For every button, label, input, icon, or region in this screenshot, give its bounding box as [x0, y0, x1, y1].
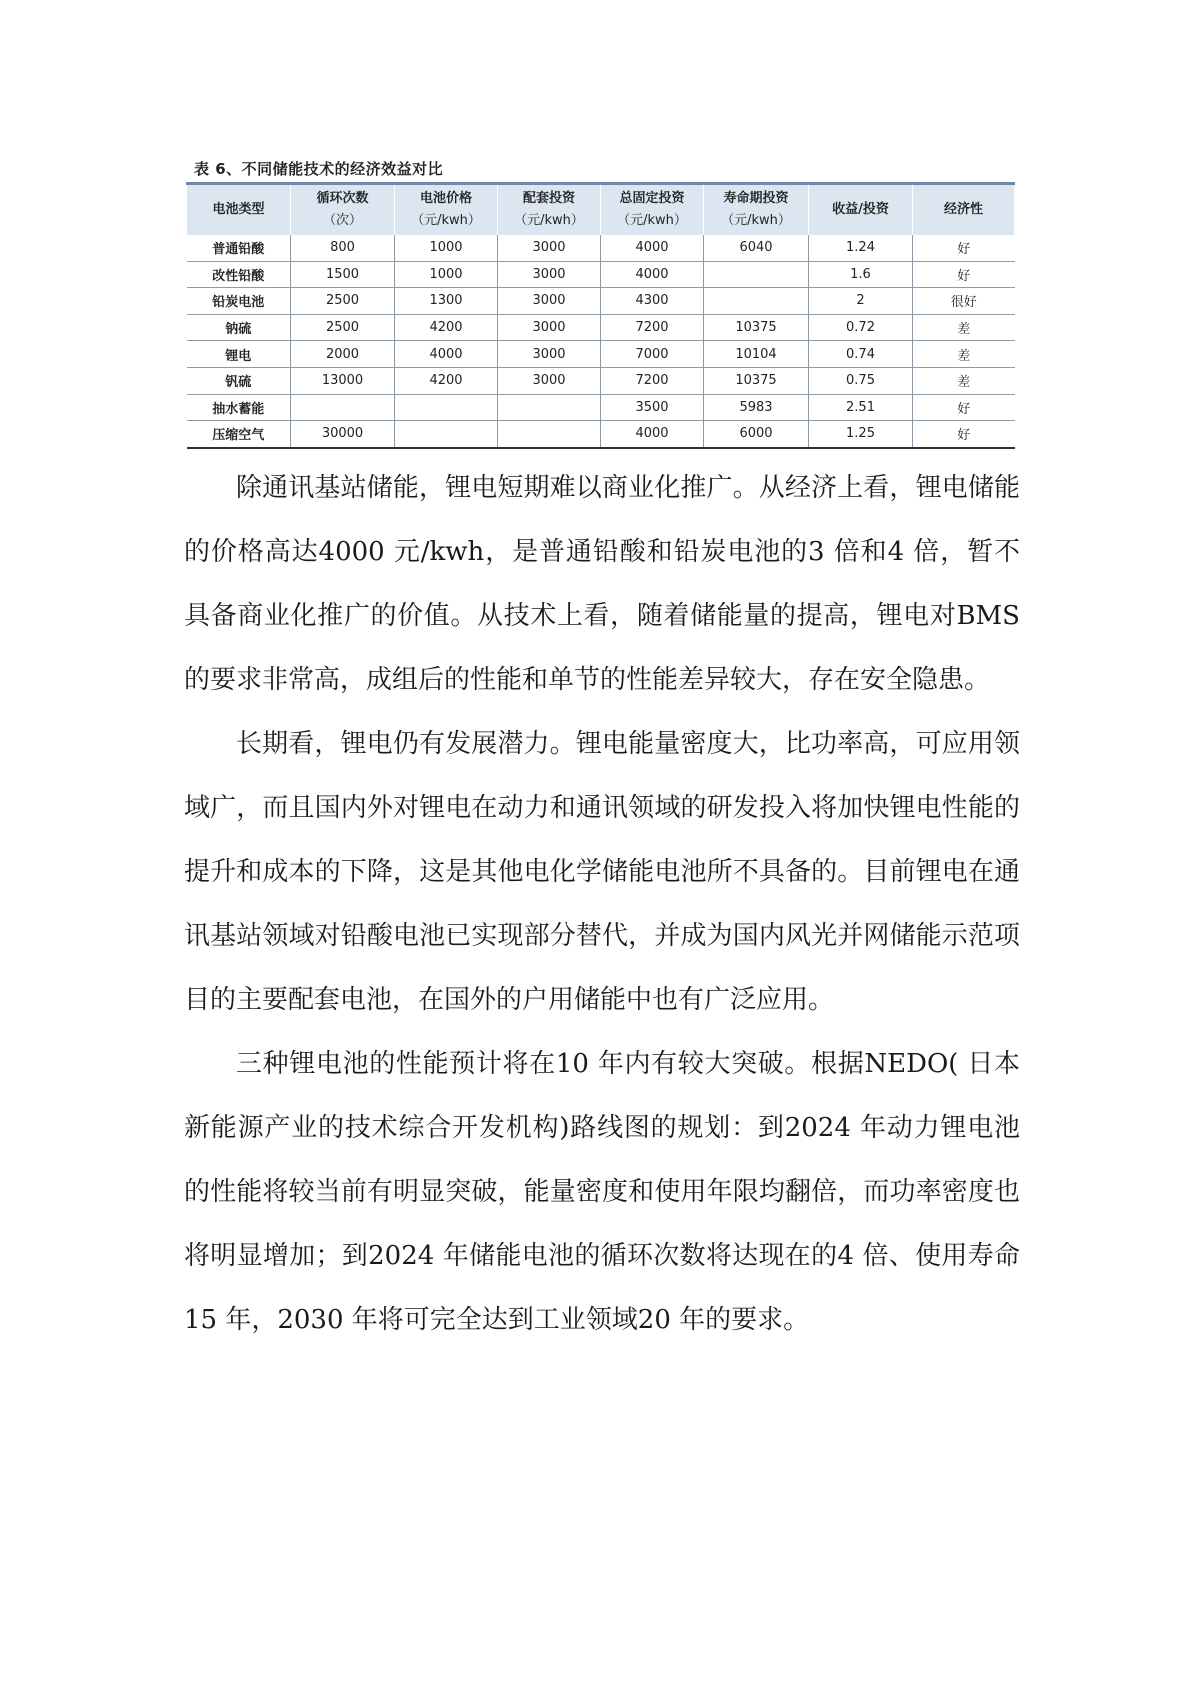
table-cell	[291, 394, 395, 421]
paragraph: 长期看，锂电仍有发展潜力。锂电能量密度大，比功率高，可应用领域广，而且国内外对锂电在动力和通讯领域的研发投入将加快锂电性能的提升和成本的下降，这是其他电化学储能电池所不具备的。目前锂电在通讯基站领域对铅酸电池已实现部分替代，并成为国内风光并网储能示范项目的主要配套电池，在国外的户用储能中也有广泛应用。	[184, 729, 1020, 1015]
table-cell: 2500	[291, 314, 395, 341]
table-cell: 铅炭电池	[187, 288, 291, 315]
table-cell: 800	[291, 235, 395, 261]
header-label: 收益/投资	[832, 202, 889, 217]
table-cell: 3000	[498, 235, 601, 261]
header-label: 寿命期投资	[723, 191, 789, 206]
header-label: 电池价格	[419, 191, 472, 206]
table-cell: 2500	[291, 288, 395, 315]
table-header-row	[187, 184, 1015, 236]
header-unit: （次）	[322, 213, 362, 228]
table-cell: 抽水蓄能	[187, 394, 291, 421]
table-cell: 6000	[704, 421, 809, 448]
table-cell: 改性铅酸	[187, 261, 291, 288]
table-cell	[498, 394, 601, 421]
table-cell: 普通铅酸	[187, 235, 291, 261]
table-cell: 好	[913, 235, 1015, 261]
table-cell: 好	[913, 394, 1015, 421]
header-battery-price	[395, 184, 498, 236]
table-row	[187, 288, 1015, 315]
header-label: 循环次数	[316, 191, 369, 206]
table-cell: 锂电	[187, 341, 291, 368]
table-cell: 差	[913, 341, 1015, 368]
header-cycle-count	[291, 184, 395, 236]
table-cell: 1300	[395, 288, 498, 315]
table-cell: 2000	[291, 341, 395, 368]
table-row	[187, 235, 1015, 261]
table-cell: 5983	[704, 394, 809, 421]
table-cell: 4300	[601, 288, 704, 315]
header-label: 总固定投资	[619, 191, 685, 206]
table-cell: 0.72	[809, 314, 913, 341]
economics-table	[186, 182, 1015, 449]
table-cell: 4200	[395, 367, 498, 394]
header-label: 配套投资	[522, 191, 575, 206]
table-cell: 3000	[498, 341, 601, 368]
table-cell: 1.6	[809, 261, 913, 288]
header-unit: （元/kwh）	[617, 213, 687, 228]
header-economy	[913, 184, 1015, 236]
table-row	[187, 261, 1015, 288]
table-cell: 好	[913, 421, 1015, 448]
body-text	[184, 456, 1020, 1352]
table-cell: 4000	[395, 341, 498, 368]
table-cell: 3000	[498, 367, 601, 394]
table-cell: 6040	[704, 235, 809, 261]
table-cell: 4000	[601, 261, 704, 288]
paragraph: 三种锂电池的性能预计将在10 年内有较大突破。根据NEDO( 日本新能源产业的技术综合开发机构)路线图的规划：到2024 年动力锂电池的性能将较当前有明显突破，能量密度和使用年限均翻倍，而功率密度也将明显增加；到2024 年储能电池的循环次数将达现在的4 倍、使用寿命15 年，2030 年将可完全达到工业领域20 年的要求。	[184, 1049, 1020, 1335]
table-cell: 4000	[601, 421, 704, 448]
table-cell	[704, 261, 809, 288]
table-cell	[395, 394, 498, 421]
table-cell: 好	[913, 261, 1015, 288]
table-cell: 很好	[913, 288, 1015, 315]
table-container	[186, 182, 1014, 449]
table-row	[187, 421, 1015, 448]
table-cell: 1500	[291, 261, 395, 288]
table-row	[187, 341, 1015, 368]
table-cell: 0.75	[809, 367, 913, 394]
table-cell: 10104	[704, 341, 809, 368]
table-cell: 10375	[704, 367, 809, 394]
table-cell: 7200	[601, 314, 704, 341]
table-cell: 钒硫	[187, 367, 291, 394]
table-cell	[395, 421, 498, 448]
table-cell: 3000	[498, 288, 601, 315]
table-cell: 30000	[291, 421, 395, 448]
header-supporting-investment	[498, 184, 601, 236]
table-cell: 1.24	[809, 235, 913, 261]
table-caption: 表 6、不同储能技术的经济效益对比	[194, 160, 444, 178]
table-cell: 差	[913, 314, 1015, 341]
table-cell: 差	[913, 367, 1015, 394]
table-cell: 4000	[601, 235, 704, 261]
header-return-on-investment	[809, 184, 913, 236]
header-unit: （元/kwh）	[721, 213, 791, 228]
table-row	[187, 394, 1015, 421]
header-total-fixed-investment	[601, 184, 704, 236]
table-cell: 1000	[395, 235, 498, 261]
table-cell: 3000	[498, 261, 601, 288]
table-cell: 4200	[395, 314, 498, 341]
header-battery-type	[187, 184, 291, 236]
table-cell: 7200	[601, 367, 704, 394]
paragraph: 除通讯基站储能，锂电短期难以商业化推广。从经济上看，锂电储能的价格高达4000 元/kwh，是普通铅酸和铅炭电池的3 倍和4 倍，暂不具备商业化推广的价值。从技术上看，随着储能量的提高，锂电对BMS 的要求非常高，成组后的性能和单节的性能差异较大，存在安全隐患。	[184, 473, 1020, 695]
table-cell: 13000	[291, 367, 395, 394]
header-label: 电池类型	[212, 202, 265, 217]
table-cell: 10375	[704, 314, 809, 341]
header-label: 经济性	[943, 202, 983, 217]
table-cell: 7000	[601, 341, 704, 368]
table-cell: 1000	[395, 261, 498, 288]
header-unit: （元/kwh）	[514, 213, 584, 228]
table-cell: 钠硫	[187, 314, 291, 341]
table-cell: 3000	[498, 314, 601, 341]
header-unit: （元/kwh）	[411, 213, 481, 228]
table-cell: 2	[809, 288, 913, 315]
table-cell: 压缩空气	[187, 421, 291, 448]
header-lifetime-investment	[704, 184, 809, 236]
table-cell: 3500	[601, 394, 704, 421]
table-row	[187, 314, 1015, 341]
table-cell	[498, 421, 601, 448]
table-row	[187, 367, 1015, 394]
table-cell	[704, 288, 809, 315]
table-cell: 2.51	[809, 394, 913, 421]
table-cell: 1.25	[809, 421, 913, 448]
table-cell: 0.74	[809, 341, 913, 368]
